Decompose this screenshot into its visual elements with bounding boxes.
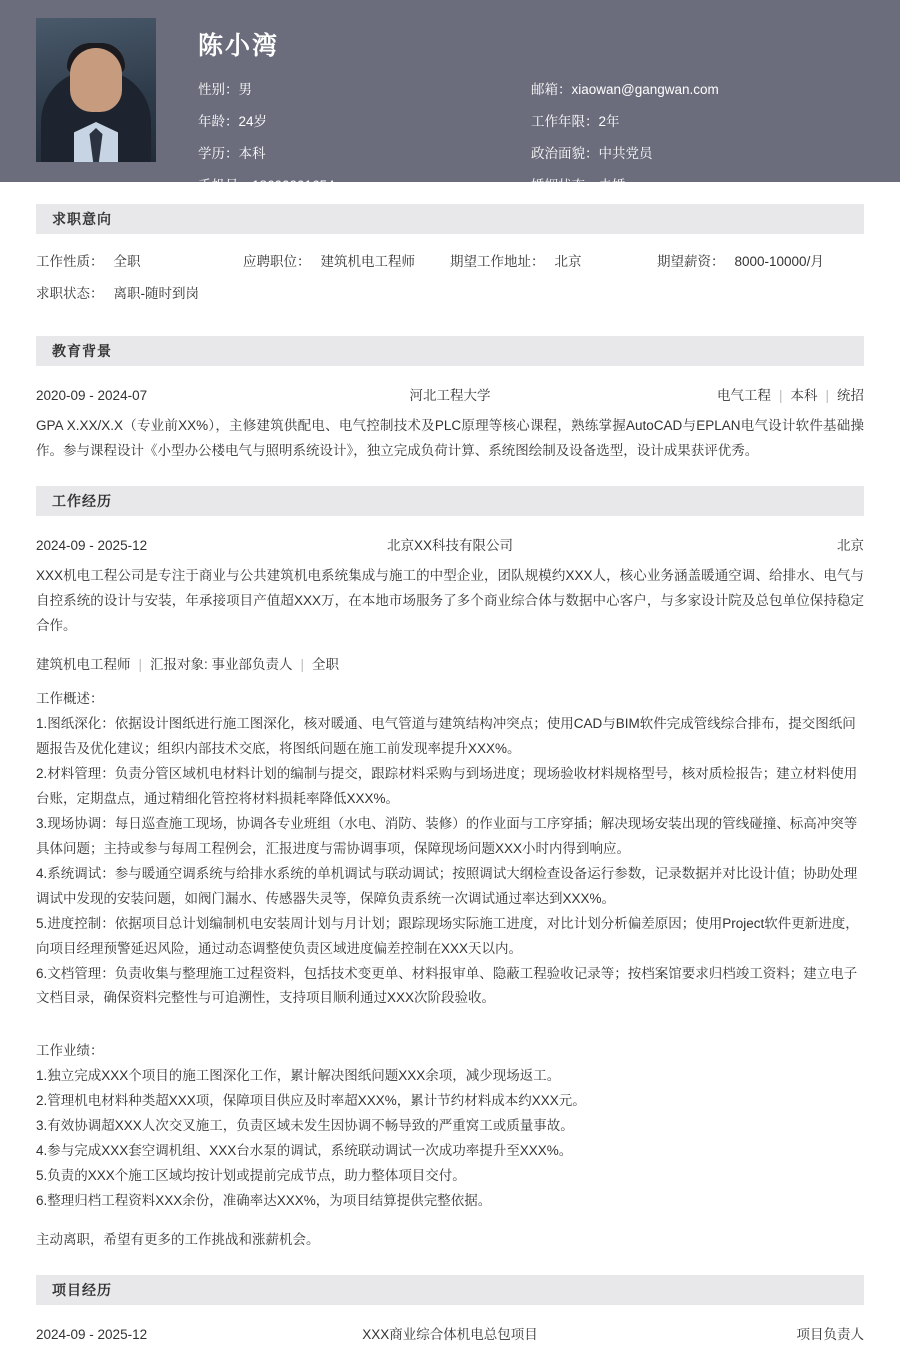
education-description: GPA X.XX/X.X（专业前XX%），主修建筑供配电、电气控制技术及PLC原理等核心课程，熟练掌握AutoCAD与EPLAN电气设计软件基础操作。参与课程设计《小型办公楼电气与照明系统设计》，独立完成负荷计算、系统图绘制及设备选型，设计成果获评优秀。: [36, 418, 864, 458]
work-achievements: [36, 1025, 864, 1214]
section-title-education: 教育背景: [52, 343, 112, 359]
intent-item-location: [450, 250, 657, 282]
work-entry-header: [36, 516, 864, 554]
intent-item-status-value: 离职-随时到岗: [113, 286, 199, 301]
header-field-marital-value: 未婚: [598, 178, 626, 193]
work-achievement-item-1: 1.独立完成XXX个项目的施工图深化工作，累计解决图纸问题XXX余项，减少现场返工。: [36, 1068, 561, 1084]
intent-item-job-nature: [36, 250, 243, 282]
intent-item-job-nature-value: 全职: [113, 254, 141, 269]
section-body-work: [0, 516, 900, 1253]
header-field-education: [198, 142, 531, 162]
header-field-email-label: 邮箱：: [531, 82, 572, 97]
education-sep-2: |: [825, 388, 829, 403]
work-overview: [36, 673, 864, 1012]
education-meta: [591, 384, 864, 404]
header-field-education-label: 学历：: [198, 146, 239, 161]
header-field-age: [198, 110, 531, 130]
header-field-gender: [198, 78, 531, 98]
work-position: 建筑机电工程师: [36, 656, 131, 672]
work-report-to: 汇报对象: 事业部负责人: [150, 656, 293, 672]
work-sep-2: |: [300, 656, 305, 672]
education-school: 河北工程大学: [409, 388, 491, 403]
section-body-project: [0, 1305, 900, 1343]
header-field-phone-label: 手机号：: [198, 178, 252, 193]
work-overview-item-4: 4.系统调试：参与暖通空调系统与给排水系统的单机调试与联动调试；按照调试大纲检查设备运行参数，记录数据并对比设计值；协助处理调试中发现的安装问题，如阀门漏水、传感器失灵等，保障负责系统一次调试通过率达到XXX%。: [36, 865, 858, 906]
project-name: XXX商业综合体机电总包项目: [362, 1327, 538, 1343]
section-header-education: [36, 336, 864, 366]
section-title-intent: 求职意向: [52, 211, 112, 227]
section-body-intent: [0, 234, 900, 314]
header-field-grid: [198, 78, 864, 194]
section-body-education: [0, 366, 900, 464]
header-field-education-value: 本科: [238, 146, 266, 161]
work-overview-item-5: 5.进度控制：依据项目总计划编制机电安装周计划与月计划；跟踪现场实际施工进度，对比计划分析偏差原因；使用Project软件更新进度，向项目经理预警延迟风险，通过动态调整使负责区域进度偏差控制在XXX天以内。: [36, 915, 859, 956]
intent-item-location-label: 期望工作地址：: [450, 254, 545, 269]
work-overview-item-3: 3.现场协调：每日巡查施工现场，协调各专业班组（水电、消防、装修）的作业面与工序穿插；解决现场安装出现的管线碰撞、标高冲突等具体问题；主持或参与每周工程例会，汇报进度与需协调事项，保障现场问题XXX小时内得到响应。: [36, 815, 858, 856]
work-date: 2024-09 - 2025-12: [36, 537, 148, 553]
section-header-project: [36, 1275, 864, 1305]
work-achievement-item-3: 3.有效协调超XXX人次交叉施工，负责区域未发生因协调不畅导致的严重窝工或质量事故。: [36, 1118, 574, 1134]
section-header-work: [36, 486, 864, 516]
intent-item-salary-value: 8000-10000/月: [734, 254, 824, 269]
education-admission-type: 统招: [836, 388, 864, 403]
header-info: [156, 0, 900, 194]
work-achievement-title: 工作业绩：: [36, 1043, 104, 1059]
header-field-political-label: 政治面貌：: [531, 146, 599, 161]
project-date: 2024-09 - 2025-12: [36, 1327, 148, 1343]
header-field-phone: [198, 174, 531, 194]
profile-photo: [36, 18, 156, 162]
work-achievement-item-4: 4.参与完成XXX套空调机组、XXX台水泵的调试，系统联动调试一次成功率提升至XXX%。: [36, 1143, 573, 1159]
header-field-marital: [531, 174, 864, 194]
header-field-email-value: xiaowan@gangwan.com: [571, 82, 719, 97]
header-field-experience-value: 2年: [598, 114, 620, 129]
header-field-political-value: 中共党员: [598, 146, 653, 161]
header-field-phone-value: 18600001654: [252, 178, 335, 193]
work-achievement-item-5: 5.负责的XXX个施工区域均按计划或提前完成节点，助力整体项目交付。: [36, 1168, 466, 1184]
education-degree: 本科: [790, 388, 818, 403]
header-field-gender-value: 男: [238, 82, 252, 97]
work-overview-item-1: 1.图纸深化：依据设计图纸进行施工图深化，核对暖通、电气管道与建筑结构冲突点；使用CAD与BIM软件完成管线综合排布，提交图纸问题报告及优化建议；组织内部技术交底，将图纸问题在施工前发现率提升XXX%。: [36, 715, 856, 756]
work-overview-title: 工作概述：: [36, 690, 104, 706]
work-achievement-item-6: 6.整理归档工程资料XXX余份，准确率达XXX%，为项目结算提供完整依据。: [36, 1193, 492, 1209]
intent-item-status: [36, 282, 864, 314]
work-leave-reason: 主动离职，希望有更多的工作挑战和涨薪机会。: [36, 1232, 320, 1248]
work-job-type: 全职: [312, 656, 340, 672]
intent-grid: [36, 234, 864, 314]
candidate-name: 陈小湾: [198, 32, 280, 60]
work-company-intro: XXX机电工程公司是专注于商业与公共建筑机电系统集成与施工的中型企业，团队规模约XXX人，核心业务涵盖暖通空调、给排水、电气与自控系统的设计与安装，年承接项目产值超XXX万，在本地市场服务了多个商业综合体与数据中心客户，与多家设计院及总包单位保持稳定合作。: [36, 567, 864, 633]
header-field-experience: [531, 110, 864, 130]
intent-item-position-value: 建筑机电工程师: [320, 254, 415, 269]
education-date: 2020-09 - 2024-07: [36, 388, 148, 403]
section-title-project: 项目经历: [52, 1282, 112, 1299]
work-achievement-item-2: 2.管理机电材料种类超XXX项，保障项目供应及时率超XXX%，累计节约材料成本约XXX元。: [36, 1093, 586, 1109]
header-field-age-value: 24岁: [238, 114, 268, 129]
education-major: 电气工程: [716, 388, 771, 403]
work-company: 北京XX科技有限公司: [386, 537, 513, 553]
header-field-marital-label: 婚姻状态：: [531, 178, 599, 193]
intent-item-location-value: 北京: [554, 254, 582, 269]
intent-item-job-nature-label: 工作性质：: [36, 254, 104, 269]
education-sep-1: |: [778, 388, 783, 403]
work-sep-1: |: [138, 656, 143, 672]
intent-item-salary-label: 期望薪资：: [657, 254, 725, 269]
header-field-age-label: 年龄：: [198, 114, 239, 129]
section-header-intent: [36, 204, 864, 234]
work-overview-item-6: 6.文档管理：负责收集与整理施工过程资料，包括技术变更单、材料报审单、隐蔽工程验收记录等；按档案馆要求归档竣工资料；建立电子文档目录，确保资料完整性与可追溯性，支持项目顺利通过XXX次阶段验收。: [36, 965, 858, 1006]
project-role: 项目负责人: [796, 1327, 864, 1343]
header-field-political: [531, 142, 864, 162]
intent-item-position-label: 应聘职位：: [243, 254, 311, 269]
project-entry-header: [36, 1305, 864, 1343]
work-role-line: [36, 639, 864, 673]
education-entry-header: [36, 366, 864, 404]
intent-item-salary: [657, 250, 864, 282]
section-title-work: 工作经历: [52, 492, 112, 509]
resume-header: [0, 0, 900, 193]
work-overview-item-2: 2.材料管理：负责分管区域机电材料计划的编制与提交，跟踪材料采购与到场进度；现场验收材料规格型号，核对质检报告；建立材料使用台账，定期盘点，通过精细化管控将材料损耗率降低XXX%。: [36, 765, 858, 806]
header-field-gender-label: 性别：: [198, 82, 239, 97]
header-field-email: [531, 78, 864, 98]
intent-item-status-label: 求职状态：: [36, 286, 104, 301]
work-location: 北京: [836, 537, 864, 553]
intent-item-position: [243, 250, 450, 282]
header-field-experience-label: 工作年限：: [531, 114, 599, 129]
